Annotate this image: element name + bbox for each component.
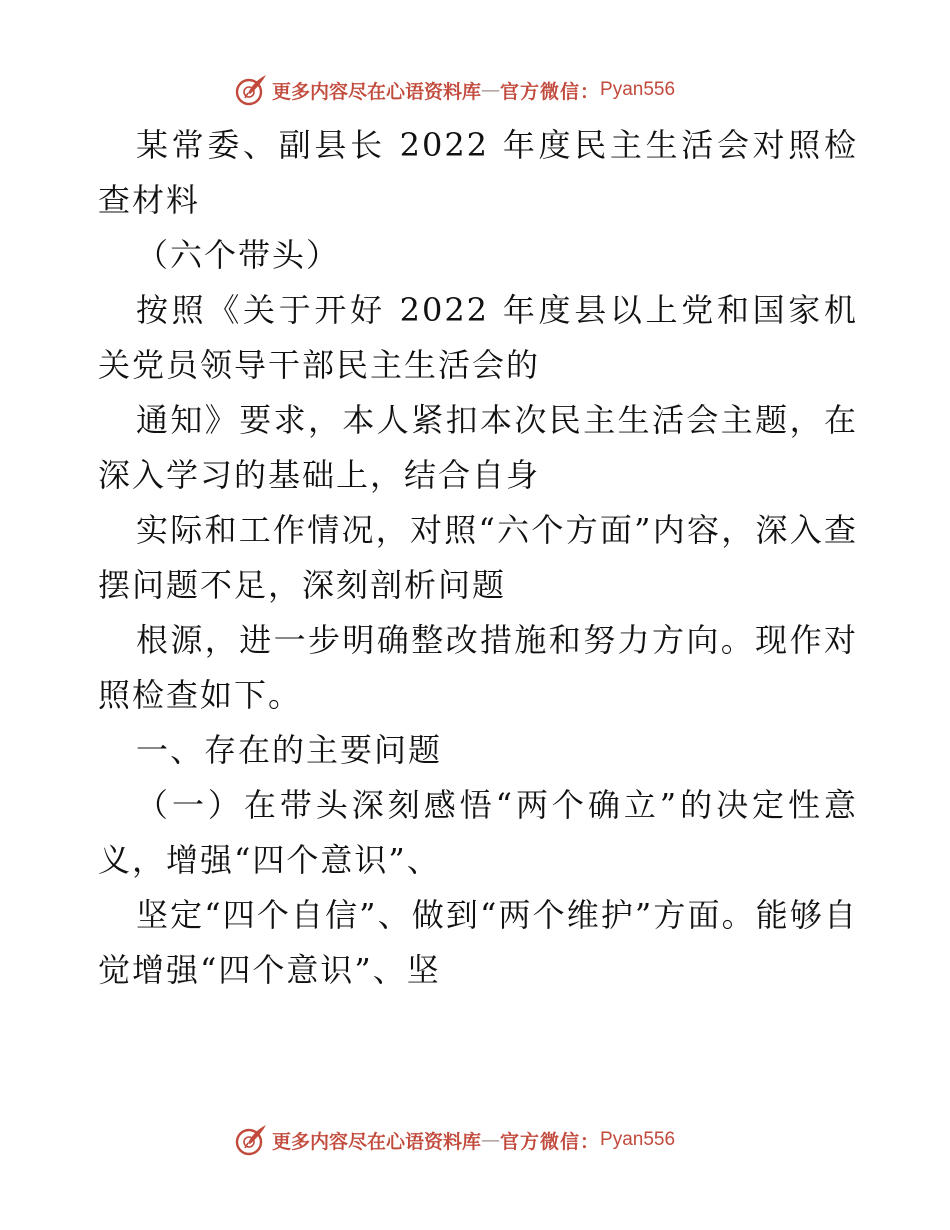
document-body [98, 118, 858, 998]
section-heading: 一、存在的主要问题 [136, 731, 443, 769]
banner-dash: — [481, 79, 501, 101]
banner-wechat-label: 官方微信： [500, 1130, 601, 1153]
banner-site-text: 更多内容尽在心语资料库 [272, 80, 482, 103]
banner-wechat-label: 官方微信： [500, 80, 601, 103]
document-subtitle: （六个带头） [136, 236, 341, 274]
footer-banner [234, 1120, 714, 1160]
body-paragraph: 实际和工作情况，对照“六个方面”内容，深入查摆问题不足，深刻剖析问题 [98, 511, 858, 604]
body-paragraph: 根源，进一步明确整改措施和努力方向。现作对照检查如下。 [98, 621, 858, 714]
header-banner [234, 70, 714, 110]
document-title: 某常委、副县长 2022 年度民主生活会对照检查材料 [98, 126, 858, 219]
banner-wechat-id: Pyan556 [600, 1129, 676, 1150]
quill-on-circle-icon [234, 1123, 268, 1157]
body-paragraph: 按照《关于开好 2022 年度县以上党和国家机关党员领导干部民主生活会的 [98, 291, 858, 384]
quill-on-circle-icon [234, 73, 268, 107]
banner-site-text: 更多内容尽在心语资料库 [272, 1130, 482, 1153]
subsection-heading: （一）在带头深刻感悟“两个确立”的决定性意义，增强“四个意识”、 [98, 786, 858, 879]
banner-wechat-id: Pyan556 [600, 79, 676, 100]
body-paragraph: 通知》要求，本人紧扣本次民主生活会主题，在深入学习的基础上，结合自身 [98, 401, 858, 494]
body-paragraph: 坚定“四个自信”、做到“两个维护”方面。能够自觉增强“四个意识”、坚 [98, 896, 858, 989]
banner-dash: — [481, 1129, 501, 1151]
